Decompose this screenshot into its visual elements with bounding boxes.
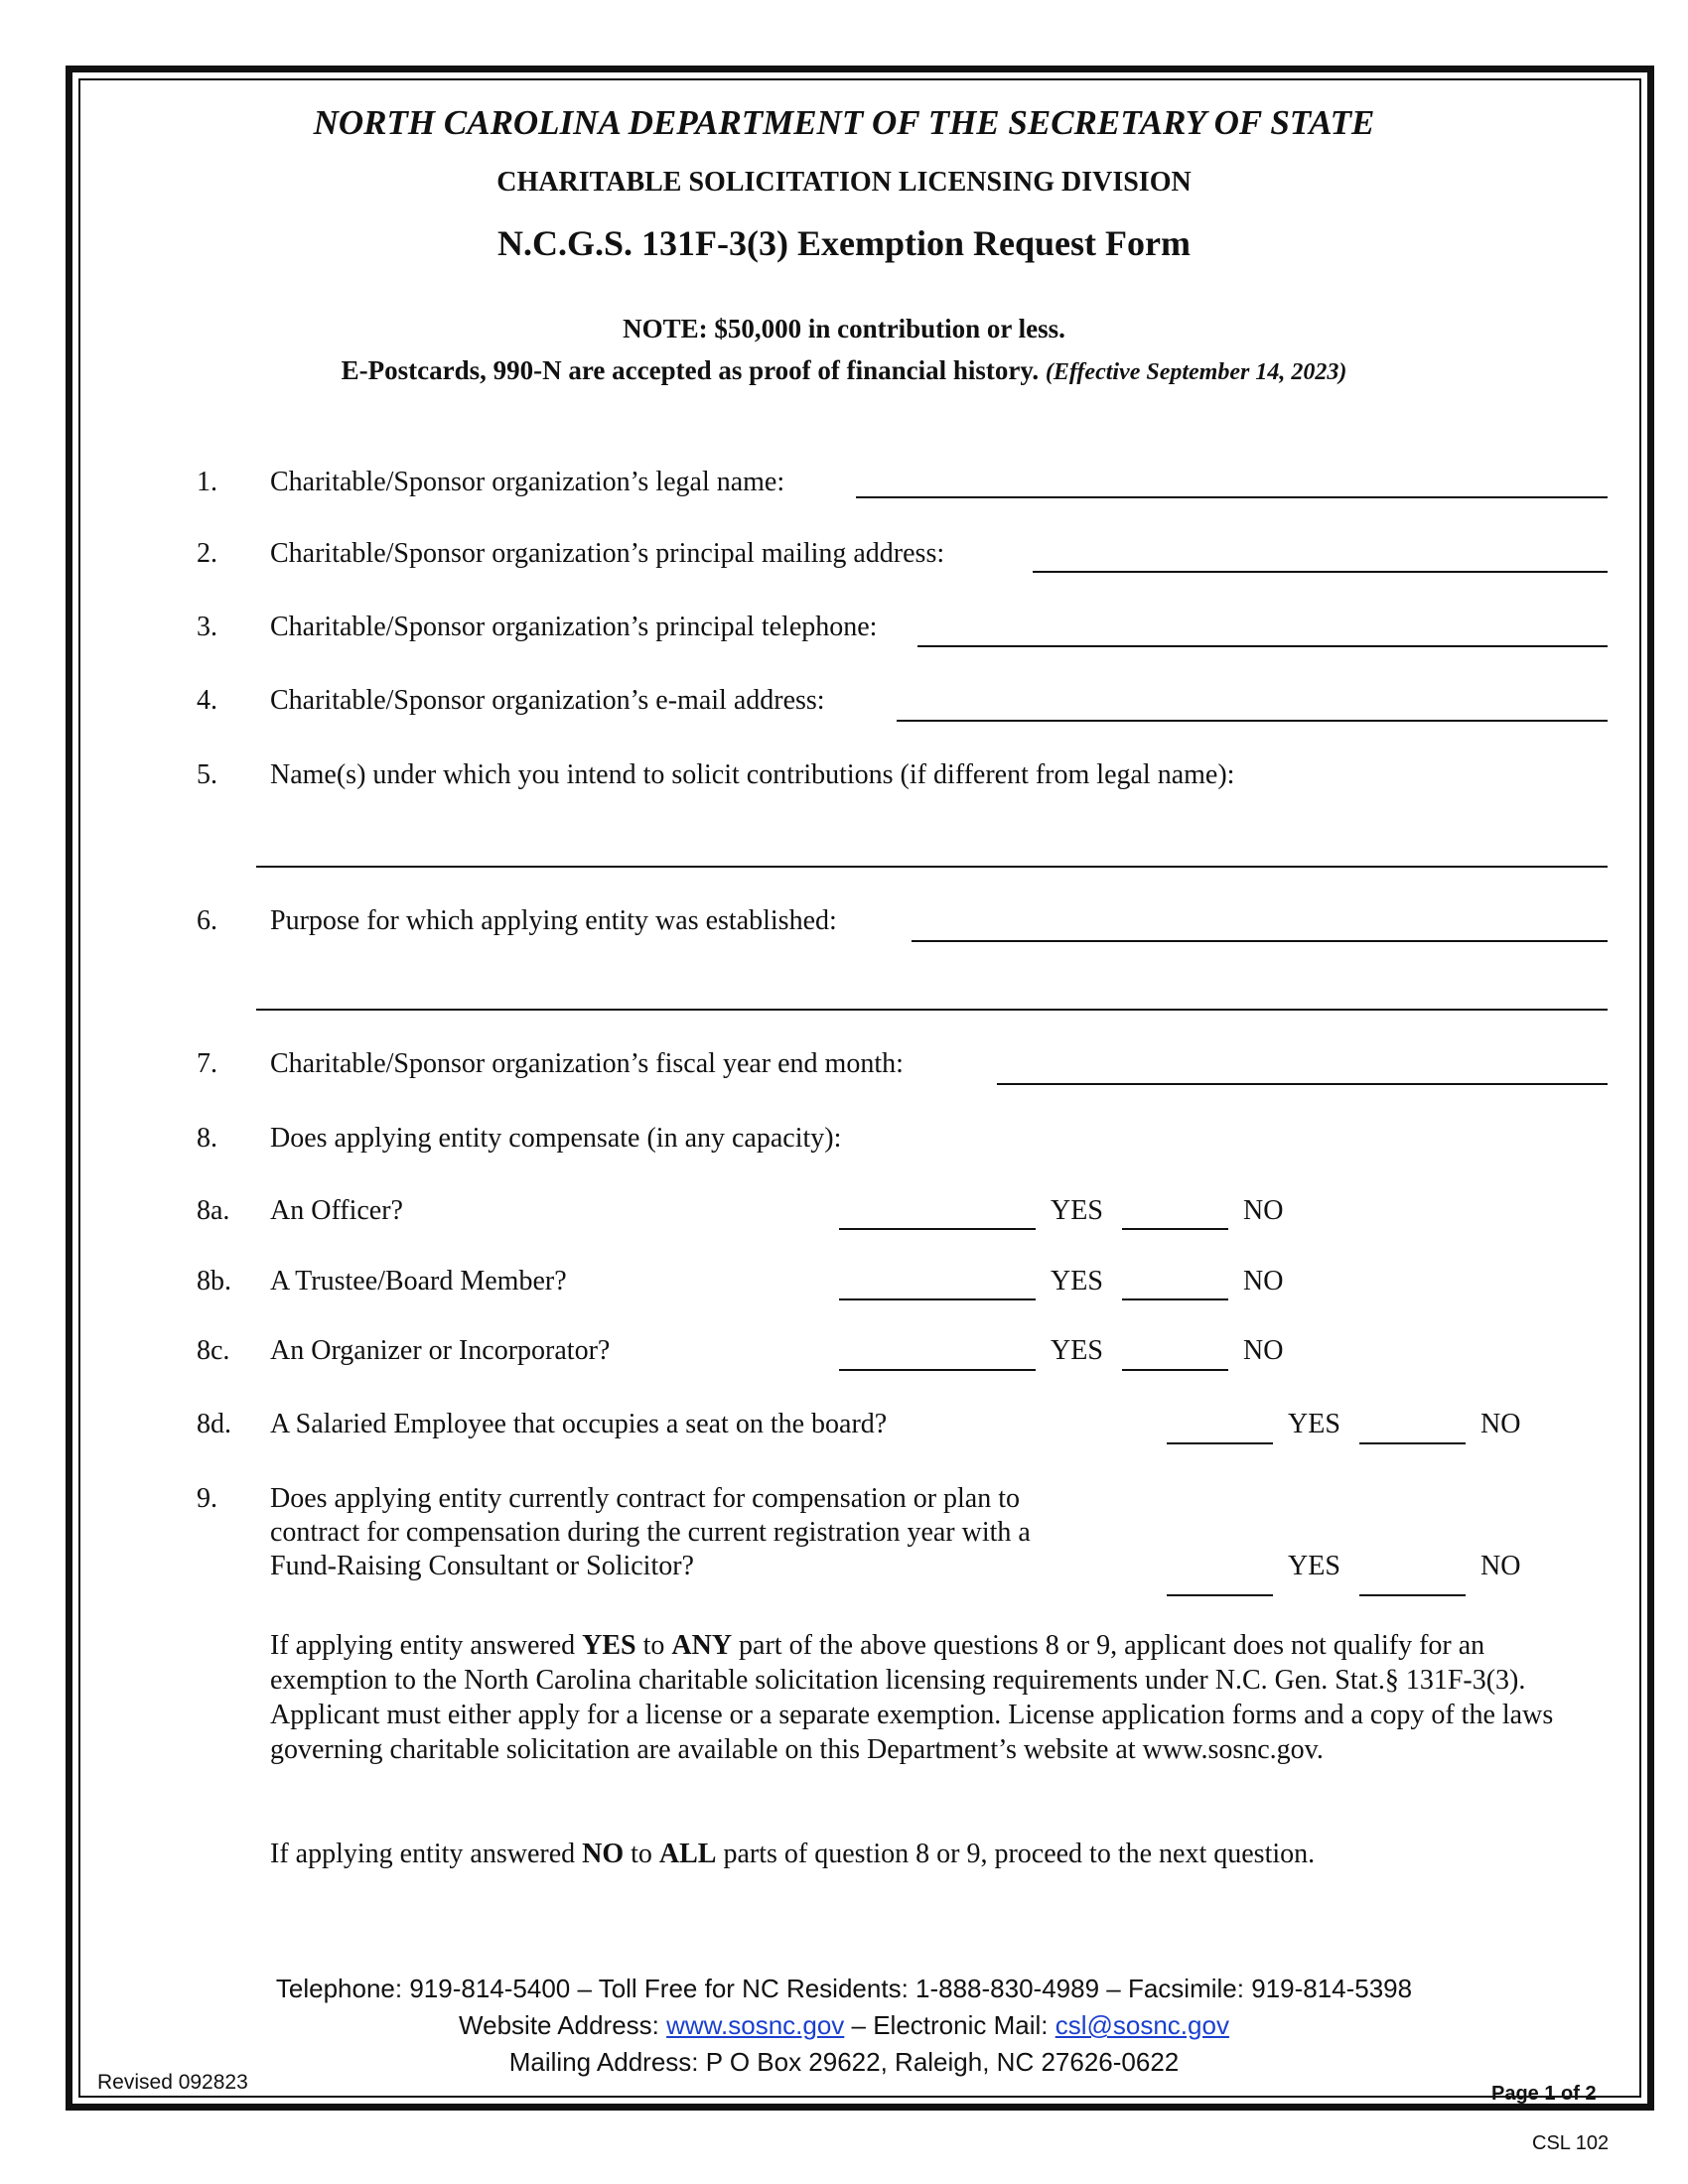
question-mailing-address-label: Charitable/Sponsor organization’s principal mailing address:	[270, 538, 945, 569]
question-trustee-label: A Trustee/Board Member?	[270, 1266, 567, 1297]
question-fundraiser-label-line2: contract for compensation during the current registration year with a	[270, 1517, 1031, 1548]
note-contribution: NOTE: $50,000 in contribution or less.	[623, 314, 1065, 343]
note-financial-text: E-Postcards, 990-N are accepted as proof of financial history.	[341, 355, 1040, 385]
purpose-field-line2[interactable]	[256, 1009, 1608, 1011]
trustee-no-field[interactable]	[1122, 1298, 1228, 1300]
question-number: 4.	[197, 685, 217, 716]
instruction-emphasis: ALL	[658, 1839, 717, 1869]
yes-label: YES	[1051, 1335, 1103, 1366]
question-telephone-label: Charitable/Sponsor organization’s principal telephone:	[270, 612, 878, 642]
no-label: NO	[1480, 1409, 1521, 1439]
organizer-yes-field[interactable]	[839, 1369, 1036, 1371]
email-label: – Electronic Mail:	[844, 2010, 1055, 2040]
no-label: NO	[1243, 1335, 1284, 1366]
instruction-text: to	[624, 1839, 659, 1869]
telephone-field[interactable]	[917, 645, 1608, 647]
question-email-label: Charitable/Sponsor organization’s e-mail address:	[270, 685, 825, 716]
question-number: 8b.	[197, 1266, 231, 1297]
website-link[interactable]: www.sosnc.gov	[666, 2010, 845, 2040]
salaried-employee-no-field[interactable]	[1359, 1442, 1466, 1444]
page-number: Page 1 of 2	[1491, 2083, 1597, 2105]
question-number: 2.	[197, 538, 217, 569]
fiscal-year-field[interactable]	[997, 1083, 1608, 1085]
instruction-yes-paragraph	[270, 1628, 1581, 1767]
question-salaried-employee-label: A Salaried Employee that occupies a seat on the board?	[270, 1409, 888, 1439]
question-officer-label: An Officer?	[270, 1195, 403, 1226]
footer-phone-line: Telephone: 919-814-5400 – Toll Free for NC Residents: 1-888-830-4989 – Facsimile: 919-814-5398	[275, 1974, 1413, 2003]
fundraiser-no-field[interactable]	[1359, 1594, 1466, 1596]
solicit-names-field[interactable]	[256, 866, 1608, 868]
yes-label: YES	[1288, 1551, 1340, 1581]
note-effective-date: (Effective September 14, 2023)	[1045, 359, 1347, 385]
question-organizer-label: An Organizer or Incorporator?	[270, 1335, 611, 1366]
question-legal-name-label: Charitable/Sponsor organization’s legal name:	[270, 467, 785, 497]
yes-label: YES	[1288, 1409, 1340, 1439]
instruction-emphasis: NO	[582, 1839, 625, 1869]
legal-name-field[interactable]	[856, 496, 1608, 498]
question-number: 7.	[197, 1048, 217, 1079]
note-financial-history	[0, 355, 1688, 386]
question-fundraiser-label-line3: Fund-Raising Consultant or Solicitor?	[270, 1551, 694, 1581]
yes-label: YES	[1051, 1195, 1103, 1226]
organizer-no-field[interactable]	[1122, 1369, 1228, 1371]
form-code: CSL 102	[1532, 2132, 1610, 2154]
officer-yes-field[interactable]	[839, 1228, 1036, 1230]
question-number: 9.	[197, 1483, 217, 1514]
form-title: N.C.G.S. 131F-3(3) Exemption Request Form	[497, 223, 1191, 263]
question-solicit-names-label: Name(s) under which you intend to solicit contributions (if different from legal name):	[270, 759, 1235, 790]
question-number: 1.	[197, 467, 217, 497]
instruction-no-paragraph	[270, 1837, 1581, 1871]
officer-no-field[interactable]	[1122, 1228, 1228, 1230]
yes-label: YES	[1051, 1266, 1103, 1297]
question-purpose-label: Purpose for which applying entity was established:	[270, 905, 837, 936]
question-number: 5.	[197, 759, 217, 790]
question-compensate-label: Does applying entity compensate (in any capacity):	[270, 1123, 842, 1154]
question-number: 8c.	[197, 1335, 230, 1366]
mailing-address-field[interactable]	[1033, 571, 1608, 573]
email-field[interactable]	[897, 720, 1608, 722]
email-link[interactable]: csl@sosnc.gov	[1055, 2010, 1229, 2040]
trustee-yes-field[interactable]	[839, 1298, 1036, 1300]
question-number: 8a.	[197, 1195, 230, 1226]
question-number: 8.	[197, 1123, 217, 1154]
fundraiser-yes-field[interactable]	[1167, 1594, 1273, 1596]
footer-contact-line	[0, 2010, 1688, 2041]
question-number: 8d.	[197, 1409, 231, 1439]
question-number: 6.	[197, 905, 217, 936]
question-fundraiser-label-line1: Does applying entity currently contract for compensation or plan to	[270, 1483, 1021, 1514]
instruction-text: parts of question 8 or 9, proceed to the next question.	[716, 1839, 1316, 1869]
question-number: 3.	[197, 612, 217, 642]
instruction-text: part of the above questions 8 or 9, applicant does not qualify for an exemption to the North Carolina charitable solicitation licensing requirements under N.C. Gen. Stat.§ 131F-3(3). Applicant must either apply for a license or a separate exemption. License application forms and a copy of the laws governing charitable solicitation are available on this Department’s website at www.sosnc.gov.	[270, 1630, 1554, 1765]
division-title: CHARITABLE SOLICITATION LICENSING DIVISION	[496, 167, 1192, 198]
instruction-emphasis: YES	[582, 1630, 636, 1661]
revised-date: Revised 092823	[97, 2071, 248, 2094]
instruction-text: If applying entity answered	[270, 1630, 583, 1661]
instruction-emphasis: ANY	[671, 1630, 733, 1661]
question-fiscal-year-label: Charitable/Sponsor organization’s fiscal year end month:	[270, 1048, 904, 1079]
no-label: NO	[1480, 1551, 1521, 1581]
instruction-text: If applying entity answered	[270, 1839, 583, 1869]
no-label: NO	[1243, 1195, 1284, 1226]
salaried-employee-yes-field[interactable]	[1167, 1442, 1273, 1444]
website-label: Website Address:	[459, 2010, 667, 2040]
purpose-field-line1[interactable]	[912, 940, 1608, 942]
instruction-text: to	[635, 1630, 672, 1661]
footer-mailing-address: Mailing Address: P O Box 29622, Raleigh, NC 27626-0622	[508, 2047, 1180, 2077]
no-label: NO	[1243, 1266, 1284, 1297]
department-title: NORTH CAROLINA DEPARTMENT OF THE SECRETARY OF STATE	[313, 103, 1375, 142]
